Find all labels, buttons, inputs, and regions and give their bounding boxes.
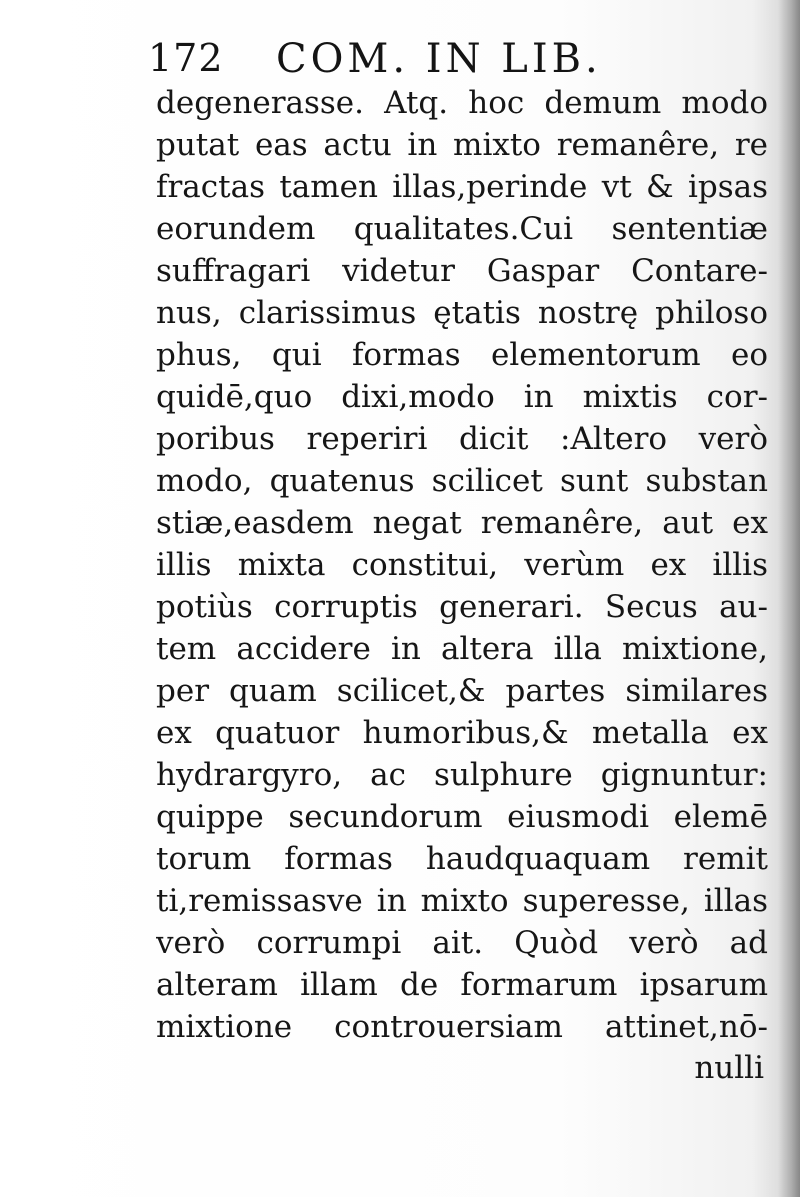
text-line: verò corrumpi ait. Quòd verò ad (156, 925, 768, 961)
text-line: suffragari videtur Gaspar Contare- (156, 253, 768, 289)
text-line: alteram illam de formarum ipsarum (156, 967, 768, 1003)
running-head: COM. IN LIB. (276, 36, 602, 82)
text-line: illis mixta constitui, verùm ex illis (156, 547, 768, 583)
text-line: fractas tamen illas,perinde vt & ipsas (156, 169, 768, 205)
text-line: ti,remissasve in mixto superesse, illas (156, 883, 768, 919)
text-line: hydrargyro, ac sulphure gignuntur: (156, 757, 768, 793)
text-line: quidē,quo dixi,modo in mixtis cor- (156, 379, 768, 415)
page-gutter-shadow (778, 0, 800, 1197)
text-line: quippe secundorum eiusmodi elemē (156, 799, 768, 835)
catchword: nulli (694, 1050, 764, 1086)
text-line: tem accidere in altera illa mixtione, (156, 631, 768, 667)
text-line: modo, quatenus scilicet sunt substan (156, 463, 768, 499)
text-line: potiùs corruptis generari. Secus au- (156, 589, 768, 625)
text-line: putat eas actu in mixto remanêre, re (156, 127, 768, 163)
text-line: stiæ,easdem negat remanêre, aut ex (156, 505, 768, 541)
text-line: nus, clarissimus ętatis nostrę philoso (156, 295, 768, 331)
text-line: per quam scilicet,& partes similares (156, 673, 768, 709)
text-line: poribus reperiri dicit :Altero verò (156, 421, 768, 457)
text-line: mixtione controuersiam attinet,nō- (156, 1009, 768, 1045)
text-line: torum formas haudquaquam remit (156, 841, 768, 877)
body-text (156, 82, 768, 1048)
text-line: phus, qui formas elementorum eo (156, 337, 768, 373)
text-line: ex quatuor humoribus,& metalla ex (156, 715, 768, 751)
text-line: eorundem qualitates.Cui sententiæ (156, 211, 768, 247)
text-line: degenerasse. Atq. hoc demum modo (156, 85, 768, 121)
page-number: 172 (148, 36, 224, 80)
